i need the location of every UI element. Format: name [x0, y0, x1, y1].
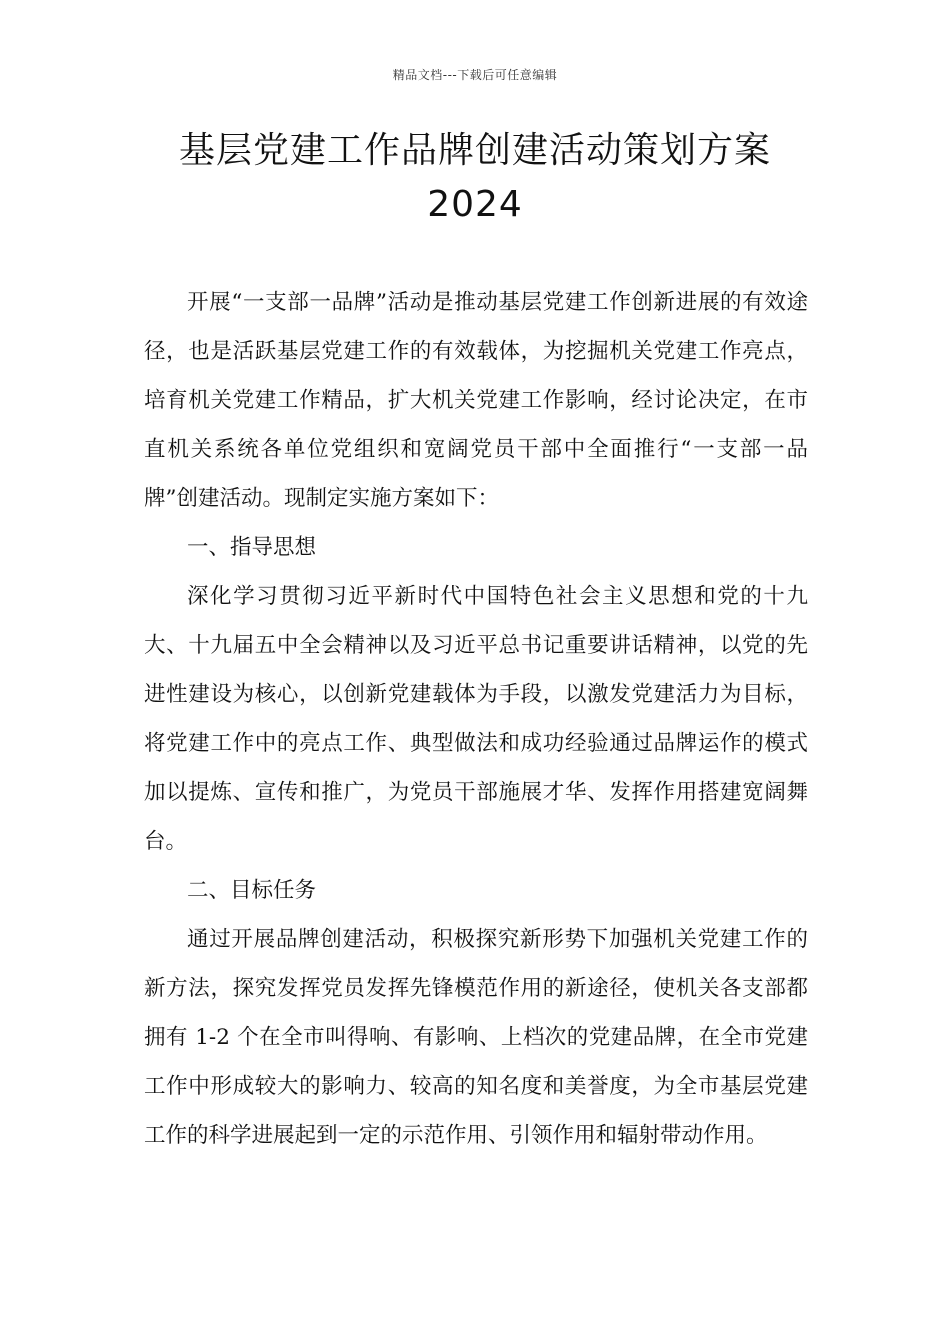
title-line-1: 基层党建工作品牌创建活动策划方案 [178, 130, 771, 171]
document-body [144, 278, 808, 1160]
section-heading-goals-tasks: 二、目标任务 [187, 878, 317, 903]
intro-paragraph: 开展“一支部一品牌”活动是推动基层党建工作创新进展的有效途径，也是活跃基层党建工作的有效载体，为挖掘机关党建工作亮点，培育机关党建工作精品，扩大机关党建工作影响，经讨论决定，在市直机关系统各单位党组织和宽阔党员干部中全面推行“一支部一品牌”创建活动。现制定实施方案如下： [144, 290, 808, 511]
header-note: 精品文档---下载后可任意编辑 [392, 68, 558, 82]
guiding-ideology-paragraph: 深化学习贯彻习近平新时代中国特色社会主义思想和党的十九大、十九届五中全会精神以及习近平总书记重要讲话精神，以党的先进性建设为核心，以创新党建载体为手段，以激发党建活力为目标，将党建工作中的亮点工作、典型做法和成功经验通过品牌运作的模式加以提炼、宣传和推广，为党员干部施展才华、发挥作用搭建宽阔舞台。 [144, 584, 808, 854]
goals-tasks-paragraph: 通过开展品牌创建活动，积极探究新形势下加强机关党建工作的新方法，探究发挥党员发挥先锋模范作用的新途径，使机关各支部都拥有 1-2 个在全市叫得响、有影响、上档次的党建品牌，在全市党建工作中形成较大的影响力、较高的知名度和美誉度，为全市基层党建工作的科学进展起到一定的示范作用、引领作用和辐射带动作用。 [144, 927, 808, 1148]
section-heading-guiding-ideology: 一、指导思想 [187, 535, 317, 560]
title-line-2: 2024 [427, 184, 523, 225]
document-title [120, 124, 830, 232]
